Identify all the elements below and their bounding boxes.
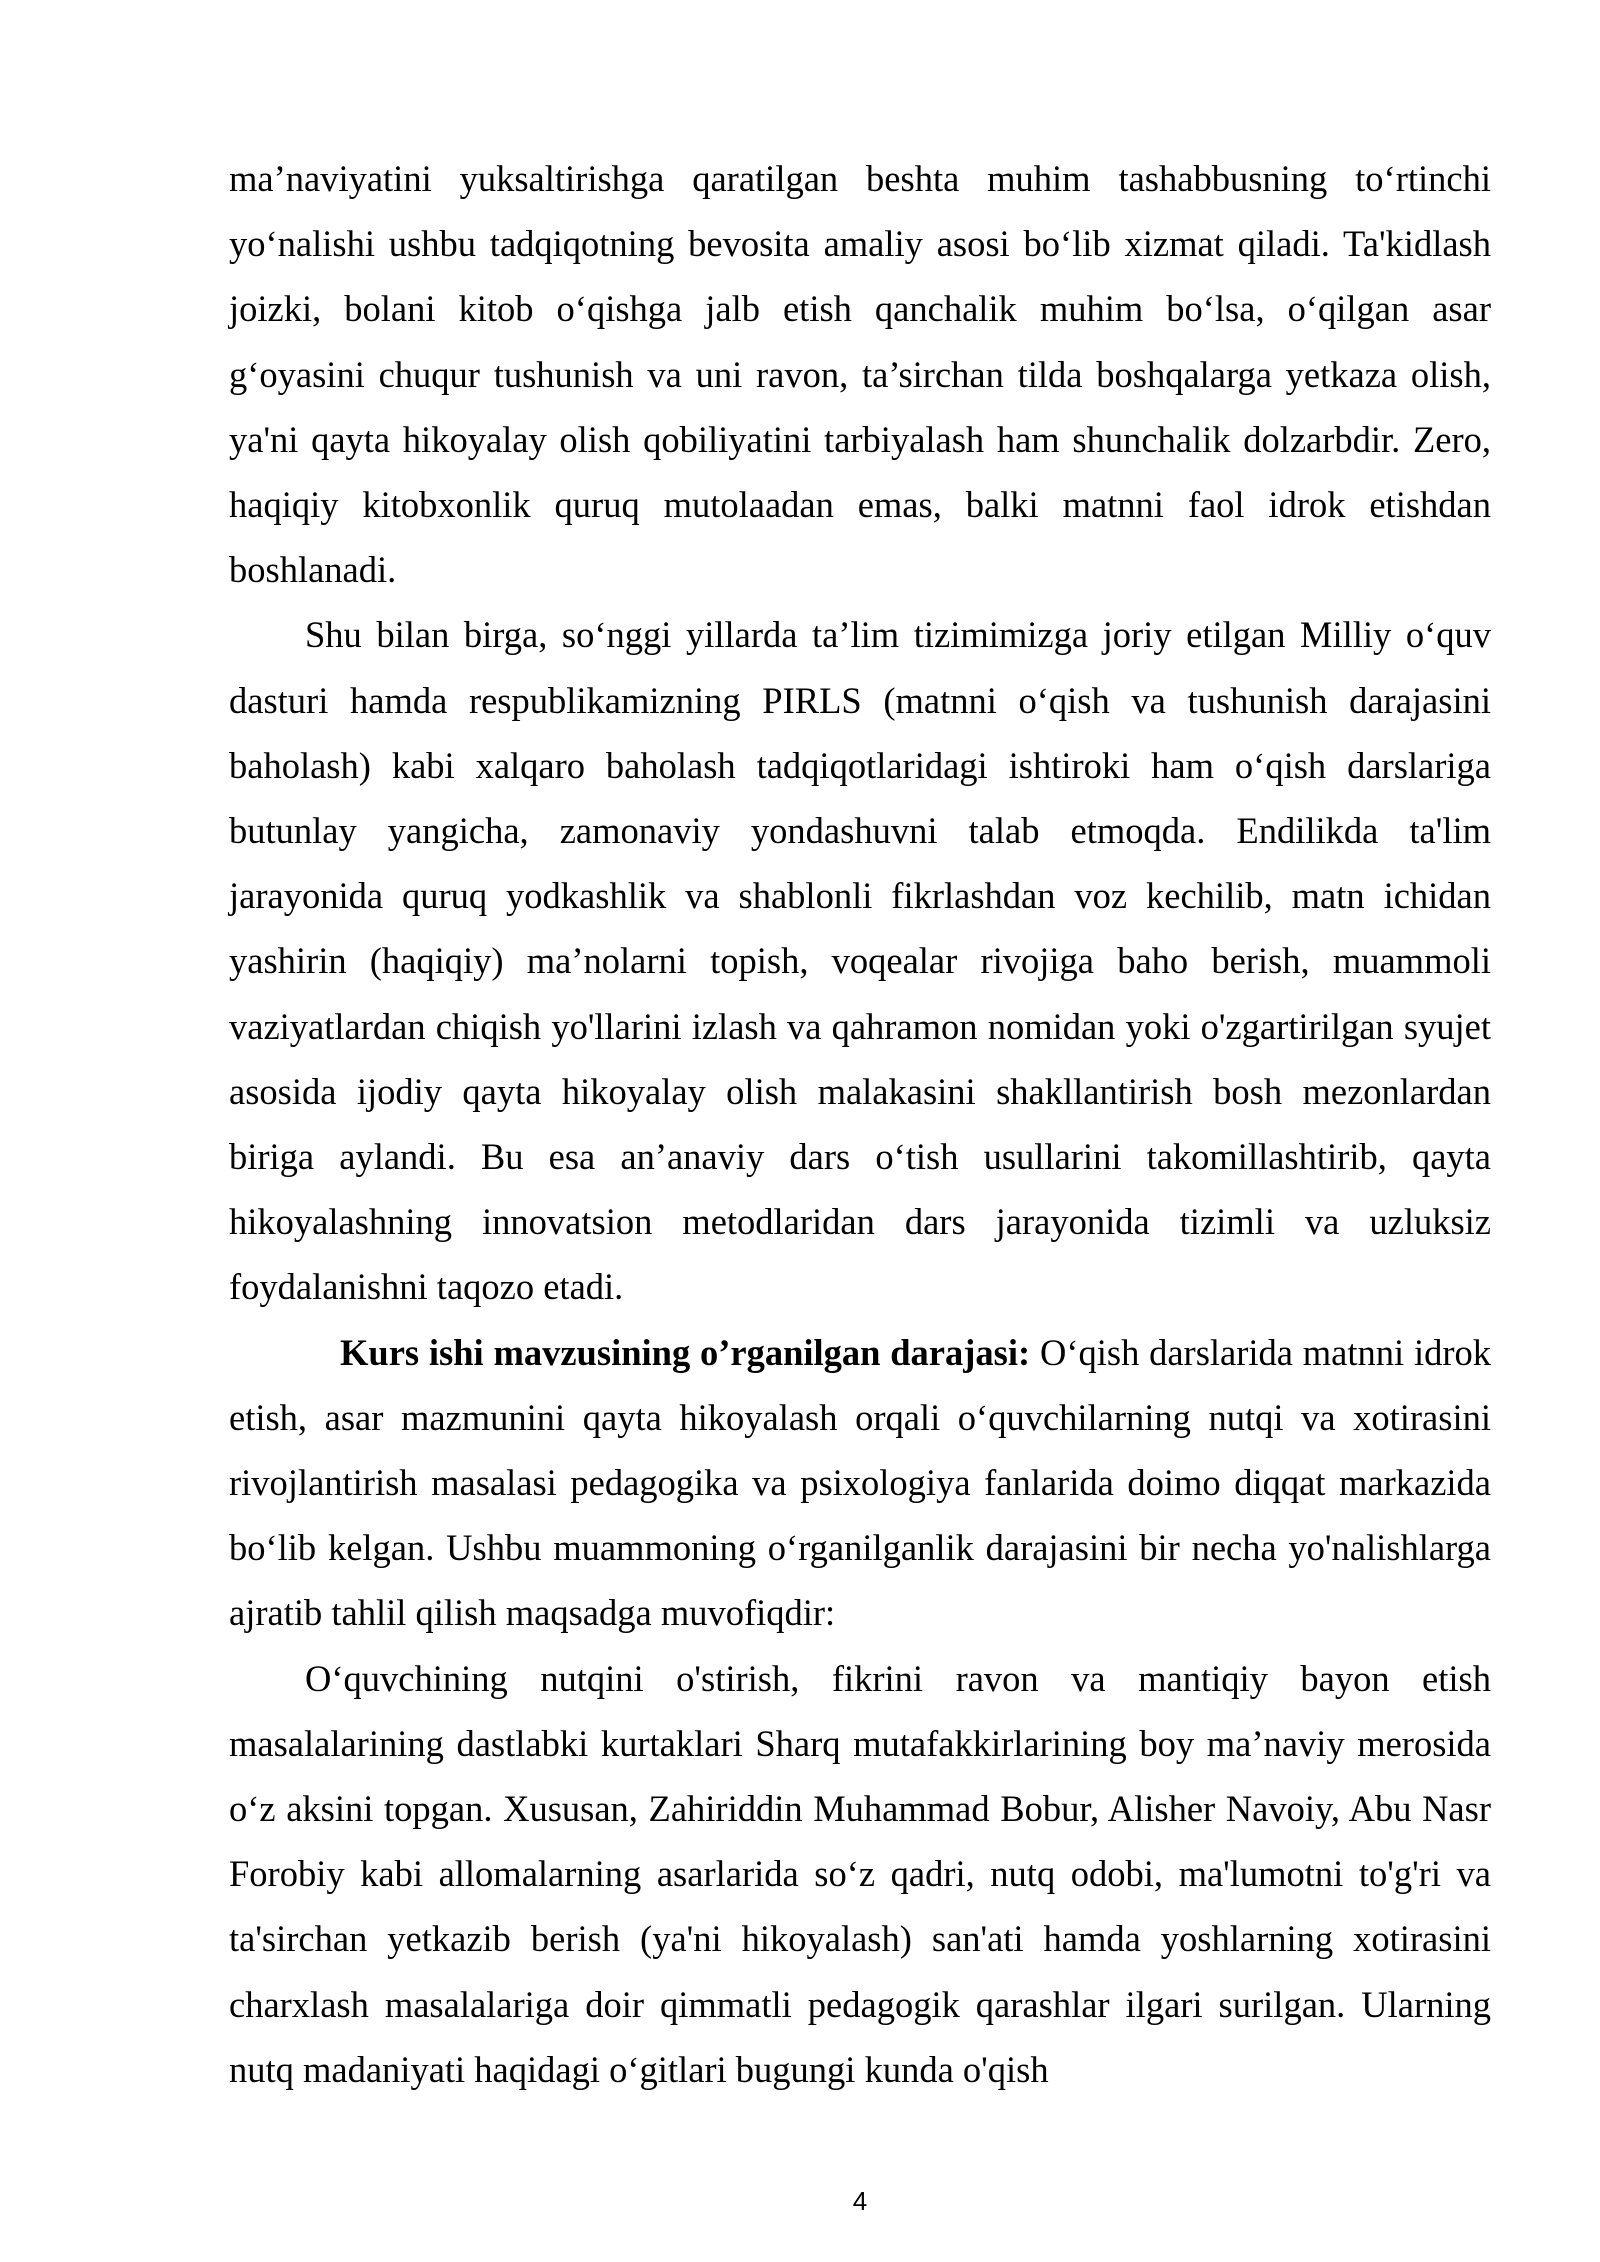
paragraph-3-text: O‘qish darslarida matnni idrok etish, asar mazmunini qayta hikoyalash orqali o‘quvchilarning nutqi va xotirasini rivojlantirish masalasi pedagogika va psixologiya fanlarida doimo diqqat markazida bo‘lib kelgan. Ushbu muammoning o‘rganilganlik darajasini bir necha yo'nalishlarga ajratib tahlil qilish maqsadga muvofiqdir: — [229, 1331, 1491, 1634]
paragraph-1: ma’naviyatini yuksaltirishga qaratilgan beshta muhim tashabbusning to‘rtinchi yo‘nalishi ushbu tadqiqotning bevosita amaliy asosi bo‘lib xizmat qiladi. Ta'kidlash joizki, bolani kitob o‘qishga jalb etish qanchalik muhim bo‘lsa, o‘qilgan asar g‘oyasini chuqur tushunish va uni ravon, ta’sirchan tilda boshqalarga yetkaza olish, ya'ni qayta hikoyalay olish qobiliyatini tarbiyalash ham shunchalik dolzarbdir. Zero, haqiqiy kitobxonlik quruq mutolaadan emas, balki matnni faol idrok etishdan boshlanadi. — [229, 158, 1491, 591]
page-number: 4 — [852, 2186, 868, 2216]
paragraph-3 — [229, 1320, 1491, 1646]
paragraph-4: O‘quvchining nutqini o'stirish, fikrini ravon va mantiqiy bayon etish masalalarining dastlabki kurtaklari Sharq mutafakkirlarining boy ma’naviy merosida o‘z aksini topgan. Xususan, Zahiriddin Muhammad Bobur, Alisher Navoiy, Abu Nasr Forobiy kabi allomalarning asarlarida so‘z qadri, nutq odobi, ma'lumotni to'g'ri va ta'sirchan yetkazib berish (ya'ni hikoyalash) san'ati hamda yoshlarning xotirasini charxlash masalalariga doir qimmatli pedagogik qarashlar ilgari surilgan. Ularning nutq madaniyati haqidagi o‘gitlari bugungi kunda o'qish — [229, 1657, 1491, 2090]
section-heading: Kurs ishi mavzusining o’rganilgan darajasi: — [340, 1331, 1031, 1373]
body-text — [229, 146, 1491, 2102]
paragraph-2: Shu bilan birga, so‘nggi yillarda ta’lim tizimimizga joriy etilgan Milliy o‘quv dasturi hamda respublikamizning PIRLS (matnni o‘qish va tushunish darajasini baholash) kabi xalqaro baholash tadqiqotlaridagi ishtiroki ham o‘qish darslariga butunlay yangicha, zamonaviy yondashuvni talab etmoqda. Endilikda ta'lim jarayonida quruq yodkashlik va shablonli fikrlashdan voz kechilib, matn ichidan yashirin (haqiqiy) ma’nolarni topish, voqealar rivojiga baho berish, muammoli vaziyatlardan chiqish yo'llarini izlash va qahramon nomidan yoki o'zgartirilgan syujet asosida ijodiy qayta hikoyalay olish malakasini shakllantirish bosh mezonlardan biriga aylandi. Bu esa an’anaviy dars o‘tish usullarini takomillashtirib, qayta hikoyalashning innovatsion metodlaridan dars jarayonida tizimli va uzluksiz foydalanishni taqozo etadi. — [229, 614, 1491, 1308]
